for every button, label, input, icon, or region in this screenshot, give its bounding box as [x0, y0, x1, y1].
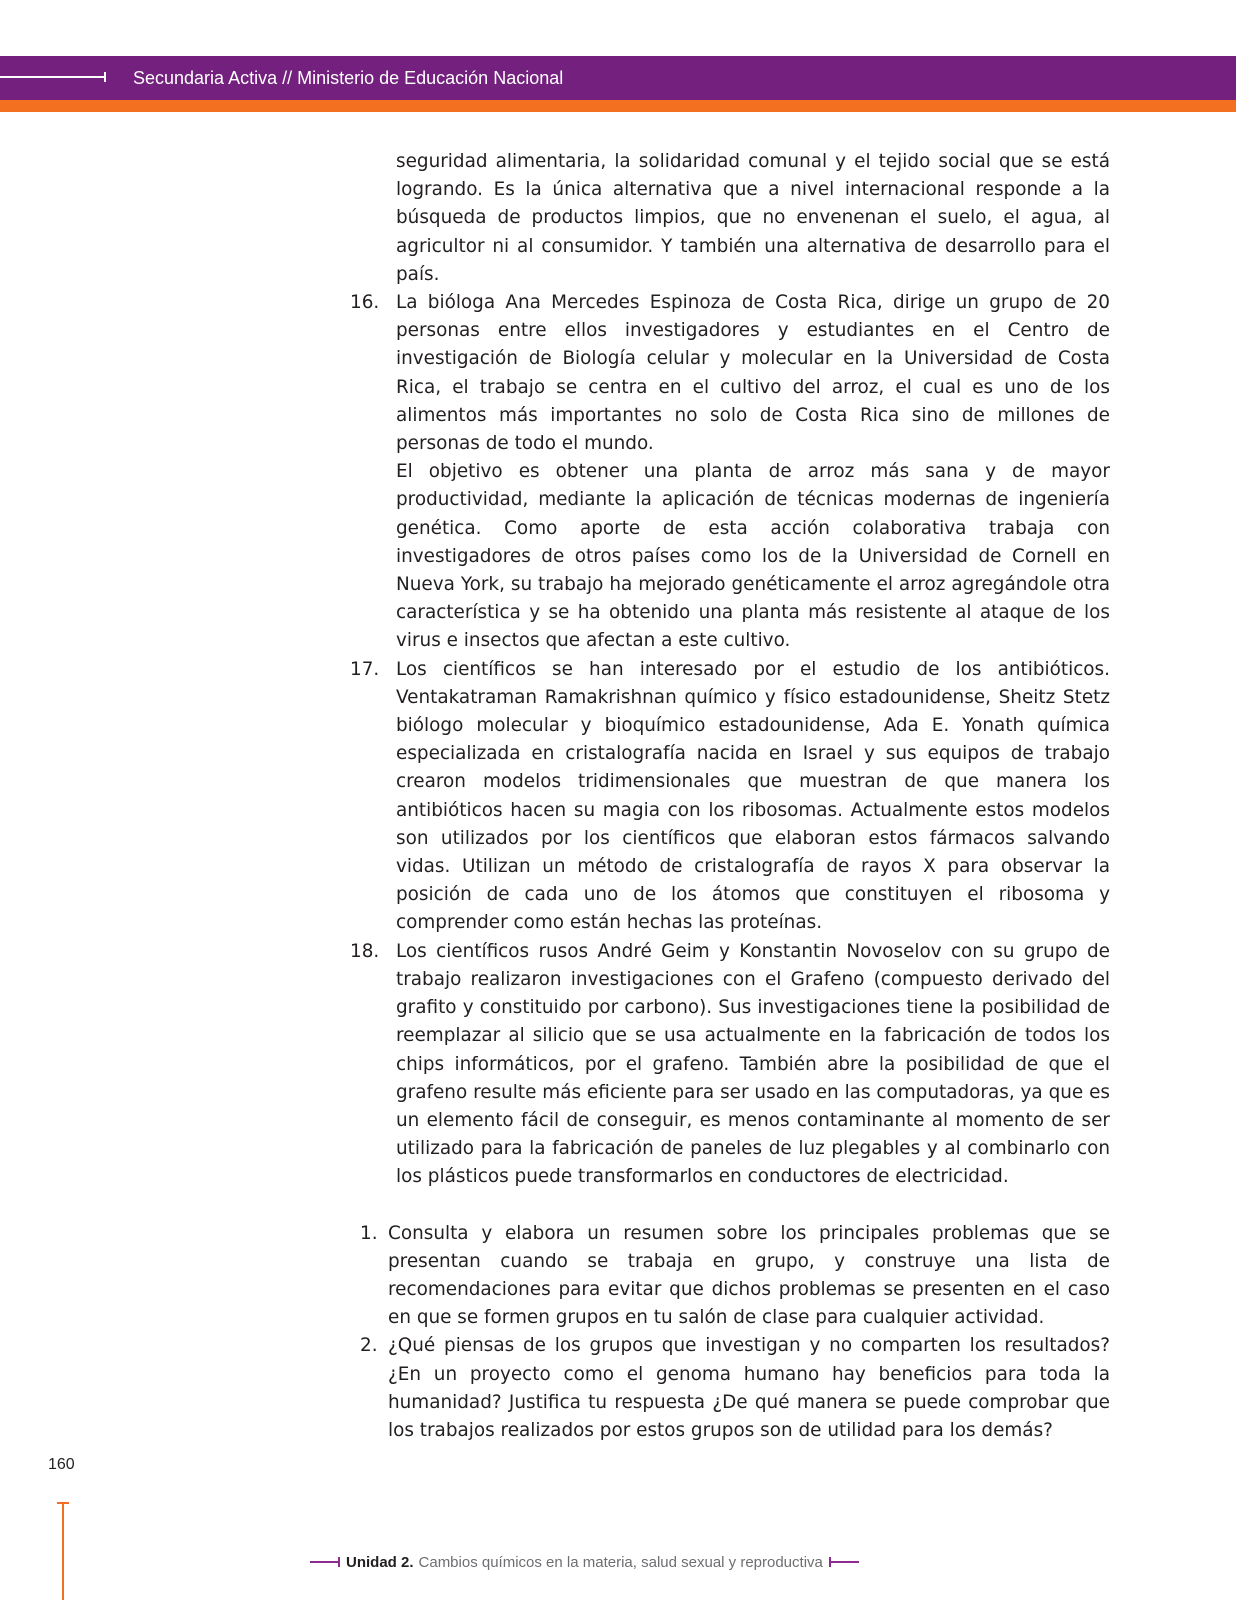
margin-rule — [62, 1502, 64, 1600]
footer-unit: Unidad 2. — [346, 1553, 414, 1571]
item-number: 17. — [350, 658, 380, 680]
page-number: 160 — [48, 1456, 75, 1473]
footer-rule-right — [829, 1561, 859, 1563]
question-number: 2. — [360, 1335, 378, 1357]
question-item — [350, 1220, 1110, 1333]
header-rule — [0, 76, 105, 78]
question-item — [350, 1332, 1110, 1445]
header-orange-stripe — [0, 100, 1236, 112]
list-item — [350, 289, 1110, 656]
question-number: 1. — [360, 1222, 378, 1244]
item-paragraph: Los científicos rusos André Geim y Konstantin Novoselov con su grupo de trabajo realizaron investigaciones con el Grafeno (compuesto derivado del grafito y constituido por carbono). Sus investigaciones tiene la posibilidad de reemplazar al silicio que se usa actualmente en la fabricación de todos los chips informáticos, por el grafeno. También abre la posibilidad de que el grafeno resulte más eficiente para ser usado en las computadoras, ya que es un elemento fácil de conseguir, es menos contaminante al momento de ser utilizado para la fabricación de paneles de luz plegables y al combinarlo con los plásticos puede transformarlos en conductores de electricidad. — [396, 940, 1110, 1188]
question-text: Consulta y elabora un resumen sobre los principales problemas que se presentan cuando se trabaja en grupo, y construye una lista de recomendaciones para evitar que dichos problemas se presenten en el caso en que se formen grupos en tu salón de clase para cualquier actividad. — [388, 1222, 1110, 1329]
item-paragraph: La bióloga Ana Mercedes Espinoza de Costa Rica, dirige un grupo de 20 personas entre ellos investigadores y estudiantes en el Centro de investigación de Biología celular y molecular en la Universidad de Costa Rica, el trabajo se centra en el cultivo del arroz, el cual es uno de los alimentos más importantes no solo de Costa Rica sino de millones de personas de todo el mundo. — [396, 292, 1110, 455]
main-content — [350, 148, 1110, 1445]
item-number: 18. — [350, 940, 380, 962]
footer-rule-left — [310, 1561, 340, 1563]
item-paragraph: Los científicos se han interesado por el estudio de los antibióticos. Ventakatraman Ramakrishnan químico y físico estadounidense, Sheitz Stetz biólogo molecular y bioquímico estadounidense, Ada E. Yonath química especializada en cristalografía nacida en Israel y sus equipos de trabajo crearon modelos tridimensionales que muestran de que manera los antibióticos hacen su magia con los ribosomas. Actualmente estos modelos son utilizados por los científicos que elaboran estos fármacos salvando vidas. Utilizan un método de cristalografía de rayos X para observar la posición de cada uno de los átomos que constituyen el ribosoma y comprender como están hechas las proteínas. — [396, 658, 1110, 934]
footer-title: Cambios químicos en la materia, salud sexual y reproductiva — [418, 1553, 823, 1571]
list-item — [350, 148, 1110, 289]
footer — [310, 1550, 859, 1574]
question-list — [350, 1220, 1110, 1446]
header-title: Secundaria Activa // Ministerio de Educación Nacional — [133, 68, 564, 88]
list-item — [350, 656, 1110, 938]
list-item — [350, 938, 1110, 1192]
question-text: ¿Qué piensas de los grupos que investigan y no comparten los resultados? ¿En un proyecto como el genoma humano hay beneficios para toda la humanidad? Justifica tu respuesta ¿De qué manera se puede comprobar que los trabajos realizados por estos grupos son de utilidad para los demás? — [388, 1335, 1110, 1441]
item-paragraph: El objetivo es obtener una planta de arroz más sana y de mayor productividad, mediante la aplicación de técnicas modernas de ingeniería genética. Como aporte de esta acción colaborativa trabaja con investigadores de otros países como los de la Universidad de Cornell en Nueva York, su trabajo ha mejorado genéticamente el arroz agregándole otra característica y se ha obtenido una planta más resistente al ataque de los virus e insectos que afectan a este cultivo. — [396, 461, 1110, 652]
header-rule-tick — [104, 72, 106, 82]
numbered-list — [350, 148, 1110, 1192]
item-number: 16. — [350, 292, 380, 314]
item-paragraph: seguridad alimentaria, la solidaridad comunal y el tejido social que se está logrando. Es la única alternativa que a nivel internacional responde a la búsqueda de productos limpios, que no envenenan el suelo, el agua, al agricultor ni al consumidor. Y también una alternativa de desarrollo para el país. — [396, 151, 1110, 285]
